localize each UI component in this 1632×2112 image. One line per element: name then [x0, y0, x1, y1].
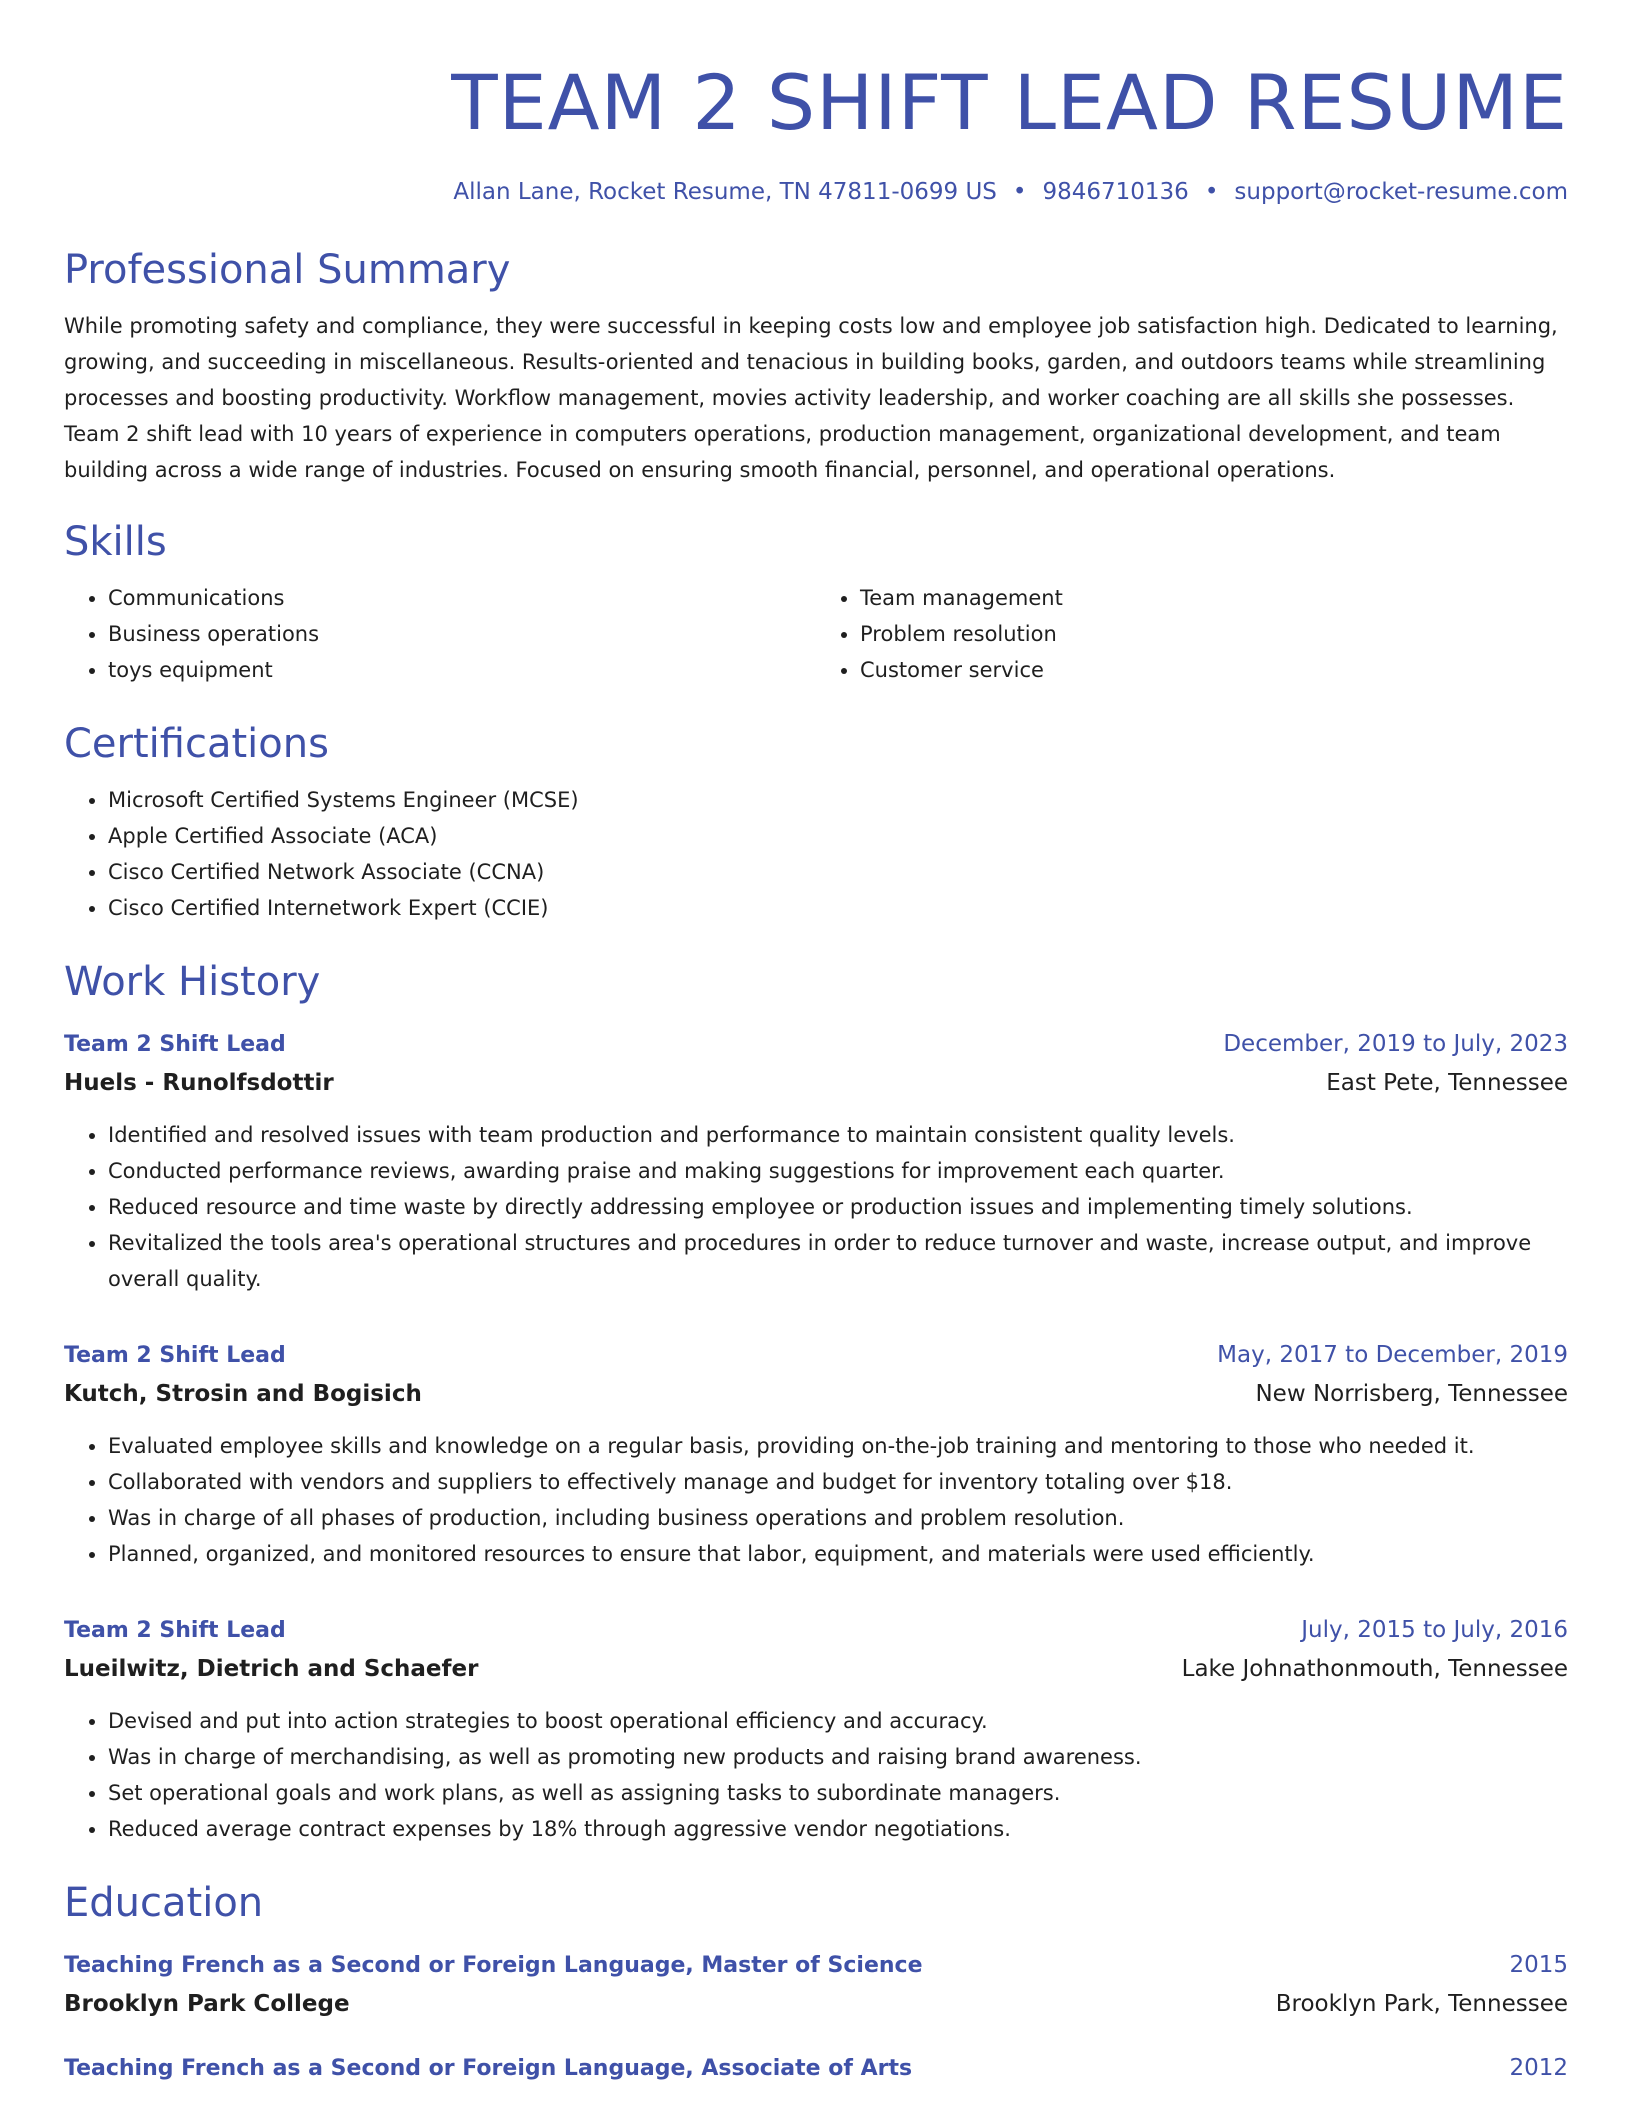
- certification-item: • Microsoft Certified Systems Engineer (MCSE): [108, 782, 1568, 818]
- education-year: 2012: [1509, 2055, 1568, 2081]
- job-company: Kutch, Strosin and Bogisich: [64, 1381, 422, 1407]
- summary-text: While promoting safety and compliance, they were successful in keeping costs low and employee job satisfaction high. Dedicated to learning, growing, and succeeding in miscellaneous. Results-oriented and tenacious in building books, garden, and outdoors teams while streamlining processes and boosting productivity. Workflow management, movies activity leadership, and worker coaching are all skills she possesses. Team 2 shift lead with 10 years of experience in computers operations, production management, organizational development, and team building across a wide range of industries. Focused on ensuring smooth financial, personnel, and operational operations.: [64, 314, 1558, 482]
- skill-item: • Team management: [860, 580, 1568, 616]
- contact-phone: 9846710136: [1042, 179, 1189, 205]
- job-bullet: • Collaborated with vendors and suppliers to effectively manage and budget for inventory totaling over $18.: [108, 1464, 1568, 1500]
- job-bullet: • Was in charge of all phases of production, including business operations and problem resolution.: [108, 1500, 1568, 1536]
- job-bullet: • Devised and put into action strategies to boost operational efficiency and accuracy.: [108, 1703, 1568, 1739]
- job-location: New Norrisberg, Tennessee: [1255, 1381, 1568, 1407]
- education-degree: Teaching French as a Second or Foreign Language, Associate of Arts: [64, 2056, 913, 2081]
- job-bullet: • Set operational goals and work plans, as well as assigning tasks to subordinate managers.: [108, 1775, 1568, 1811]
- skill-item: • Customer service: [860, 652, 1568, 688]
- job-location: East Pete, Tennessee: [1326, 1070, 1568, 1096]
- job-bullet: • Revitalized the tools area's operational structures and procedures in order to reduce turnover and waste, increase output, and improve overall quality.: [108, 1225, 1568, 1297]
- skills-heading: Skills: [64, 519, 167, 565]
- education-heading: Education: [64, 1880, 264, 1926]
- job-company: Lueilwitz, Dietrich and Schaefer: [64, 1656, 479, 1682]
- job-bullet: • Conducted performance reviews, awarding praise and making suggestions for improvement each quarter.: [108, 1153, 1568, 1189]
- resume-page: [64, 0, 1568, 2087]
- job-entry: [64, 1026, 1568, 1297]
- education-entry: [64, 2050, 1568, 2087]
- education-year: 2015: [1509, 1952, 1568, 1978]
- job-dates: December, 2019 to July, 2023: [1223, 1031, 1568, 1057]
- job-bullet: • Reduced average contract expenses by 18% through aggressive vendor negotiations.: [108, 1811, 1568, 1847]
- job-bullet: • Was in charge of merchandising, as well as promoting new products and raising brand awareness.: [108, 1739, 1568, 1775]
- job-bullet: • Reduced resource and time waste by directly addressing employee or production issues and implementing timely solutions.: [108, 1189, 1568, 1225]
- job-bullet: • Identified and resolved issues with team production and performance to maintain consistent quality levels.: [108, 1117, 1568, 1153]
- job-bullet: • Planned, organized, and monitored resources to ensure that labor, equipment, and materials were used efficiently.: [108, 1536, 1568, 1572]
- job-bullets: [64, 1428, 1568, 1572]
- certifications-list: [64, 782, 1568, 926]
- contact-email[interactable]: support@rocket-resume.com: [1234, 179, 1568, 205]
- certification-item: • Cisco Certified Internetwork Expert (CCIE): [108, 890, 1568, 926]
- skills-list: [64, 580, 1568, 688]
- job-title: Team 2 Shift Lead: [64, 1618, 286, 1643]
- skills-column-left: [64, 580, 816, 688]
- job-bullet: • Evaluated employee skills and knowledge on a regular basis, providing on-the-job training and mentoring to those who needed it.: [108, 1428, 1568, 1464]
- job-dates: May, 2017 to December, 2019: [1217, 1342, 1568, 1368]
- skill-item: • Problem resolution: [860, 616, 1568, 652]
- contact-address: Allan Lane, Rocket Resume, TN 47811-0699 US: [453, 179, 997, 205]
- education-location: Brooklyn Park, Tennessee: [1275, 1991, 1568, 2017]
- contact-line: [64, 176, 1568, 208]
- job-entry: [64, 1612, 1568, 1847]
- job-dates: July, 2015 to July, 2016: [1301, 1617, 1568, 1643]
- work-history-heading: Work History: [64, 959, 321, 1005]
- job-bullets: [64, 1703, 1568, 1847]
- contact-separator: •: [1204, 179, 1219, 205]
- job-bullets: [64, 1117, 1568, 1297]
- job-entry: [64, 1337, 1568, 1572]
- education-school: Brooklyn Park College: [64, 1991, 350, 2017]
- skills-column-right: [816, 580, 1568, 688]
- certification-item: • Apple Certified Associate (ACA): [108, 818, 1568, 854]
- job-title: Team 2 Shift Lead: [64, 1032, 286, 1057]
- education-entry: [64, 1947, 1568, 2024]
- summary-heading: Professional Summary: [64, 247, 511, 293]
- job-title: Team 2 Shift Lead: [64, 1343, 286, 1368]
- certifications-heading: Certifications: [64, 721, 329, 767]
- skill-item: • Business operations: [108, 616, 816, 652]
- resume-title: TEAM 2 SHIFT LEAD RESUME: [451, 58, 1568, 147]
- certification-item: • Cisco Certified Network Associate (CCNA): [108, 854, 1568, 890]
- skill-item: • toys equipment: [108, 652, 816, 688]
- skill-item: • Communications: [108, 580, 816, 616]
- contact-separator: •: [1012, 179, 1027, 205]
- job-location: Lake Johnathonmouth, Tennessee: [1181, 1656, 1568, 1682]
- job-company: Huels - Runolfsdottir: [64, 1070, 334, 1096]
- education-degree: Teaching French as a Second or Foreign Language, Master of Science: [64, 1953, 923, 1978]
